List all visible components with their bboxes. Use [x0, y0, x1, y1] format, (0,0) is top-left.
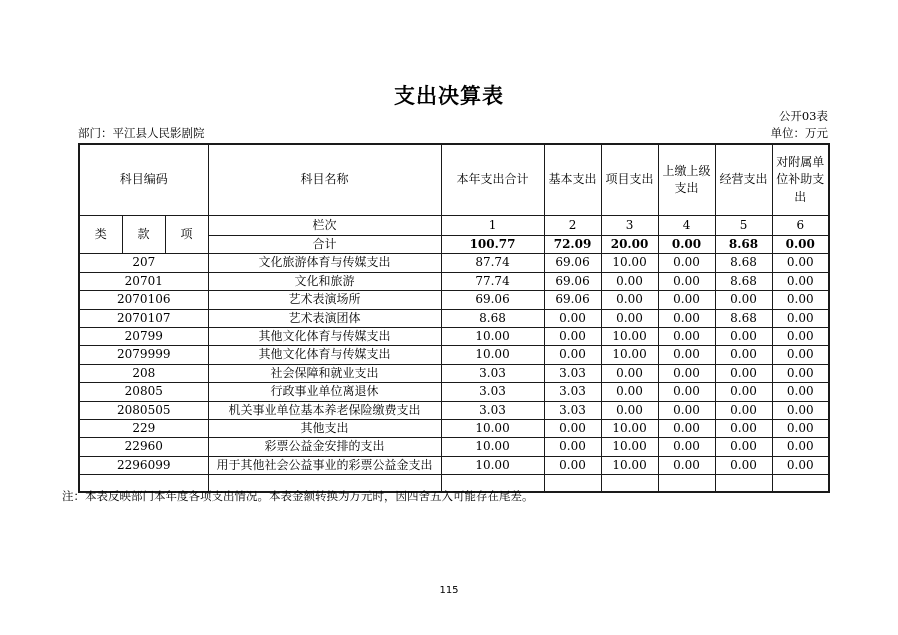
column-number-cell: 2: [544, 216, 601, 236]
subject-name-cell: 其他文化体育与传媒支出: [208, 327, 441, 345]
value-cell: 0.00: [772, 346, 829, 364]
table-row: [79, 309, 829, 327]
table-row: [79, 438, 829, 456]
value-cell: 0.00: [715, 346, 772, 364]
page-title: 支出决算表: [394, 84, 504, 108]
value-cell: 0.00: [772, 254, 829, 272]
header-subject-code: 科目编码: [79, 144, 208, 216]
department-label: 部门：平江县人民影剧院: [78, 126, 205, 140]
code-col-item: 项: [165, 216, 208, 254]
value-cell: 3.03: [544, 401, 601, 419]
value-cell: 0.00: [544, 327, 601, 345]
footnote: 注：本表反映部门本年度各项支出情况。本表金额转换为万元时，因四舍五入可能存在尾差。: [62, 489, 534, 503]
value-cell: 69.06: [544, 254, 601, 272]
value-cell: 87.74: [441, 254, 544, 272]
expenditure-table: [78, 143, 830, 493]
subject-code-cell: 2070107: [79, 309, 208, 327]
value-cell: 0.00: [544, 346, 601, 364]
value-cell: 0.00: [658, 327, 715, 345]
value-cell: 10.00: [441, 419, 544, 437]
value-cell: 0.00: [544, 438, 601, 456]
subject-code-cell: 208: [79, 364, 208, 382]
header-amount-col: 上缴上级支出: [658, 144, 715, 216]
value-cell: 0.00: [658, 438, 715, 456]
subject-name-cell: 艺术表演场所: [208, 291, 441, 309]
subject-name-cell: 用于其他社会公益事业的彩票公益金支出: [208, 456, 441, 474]
value-cell: 3.03: [441, 364, 544, 382]
value-cell: 69.06: [544, 272, 601, 290]
value-cell: 0.00: [772, 401, 829, 419]
value-cell: 10.00: [601, 327, 658, 345]
subject-code-cell: 207: [79, 254, 208, 272]
table-row: [79, 401, 829, 419]
total-value-cell: 72.09: [544, 236, 601, 254]
column-number-cell: 3: [601, 216, 658, 236]
doc-label: 公开03表: [778, 109, 828, 123]
subject-code-cell: 20799: [79, 327, 208, 345]
table-header: [79, 144, 829, 254]
value-cell: 0.00: [772, 364, 829, 382]
value-cell: 3.03: [544, 364, 601, 382]
value-cell: 8.68: [715, 254, 772, 272]
subject-name-cell: 社会保障和就业支出: [208, 364, 441, 382]
value-cell: 10.00: [601, 254, 658, 272]
value-cell: 0.00: [658, 346, 715, 364]
table-row: [79, 327, 829, 345]
value-cell: 0.00: [772, 419, 829, 437]
value-cell: 0.00: [658, 383, 715, 401]
value-cell: [772, 475, 829, 493]
header-subject-name: 科目名称: [208, 144, 441, 216]
value-cell: 0.00: [772, 383, 829, 401]
value-cell: 3.03: [544, 383, 601, 401]
value-cell: 0.00: [601, 401, 658, 419]
value-cell: 0.00: [544, 419, 601, 437]
table-header-row: [79, 144, 829, 216]
value-cell: 0.00: [715, 401, 772, 419]
table-row: [79, 272, 829, 290]
subject-code-cell: 229: [79, 419, 208, 437]
header-amount-col: 经营支出: [715, 144, 772, 216]
table-row: [79, 346, 829, 364]
value-cell: 0.00: [715, 419, 772, 437]
value-cell: 0.00: [544, 456, 601, 474]
table-row: [79, 456, 829, 474]
value-cell: 0.00: [601, 272, 658, 290]
header-amount-col: 基本支出: [544, 144, 601, 216]
value-cell: 0.00: [772, 291, 829, 309]
value-cell: 0.00: [658, 254, 715, 272]
value-cell: 8.68: [441, 309, 544, 327]
value-cell: 0.00: [772, 456, 829, 474]
value-cell: [601, 475, 658, 493]
value-cell: 3.03: [441, 383, 544, 401]
lanci-row: [79, 216, 829, 236]
column-number-cell: 1: [441, 216, 544, 236]
header-amount-col: 本年支出合计: [441, 144, 544, 216]
value-cell: 77.74: [441, 272, 544, 290]
value-cell: 10.00: [601, 456, 658, 474]
value-cell: 10.00: [441, 456, 544, 474]
subject-name-cell: 文化旅游体育与传媒支出: [208, 254, 441, 272]
value-cell: 0.00: [772, 327, 829, 345]
table-row: [79, 291, 829, 309]
value-cell: 3.03: [441, 401, 544, 419]
subject-code-cell: 2079999: [79, 346, 208, 364]
table-row: [79, 383, 829, 401]
value-cell: 0.00: [715, 291, 772, 309]
value-cell: 0.00: [658, 456, 715, 474]
value-cell: 0.00: [715, 327, 772, 345]
subject-code-cell: 22960: [79, 438, 208, 456]
total-value-cell: 8.68: [715, 236, 772, 254]
value-cell: 0.00: [658, 364, 715, 382]
subject-name-cell: 其他文化体育与传媒支出: [208, 346, 441, 364]
header-amount-col: 对附属单位补助支出: [772, 144, 829, 216]
value-cell: 10.00: [601, 419, 658, 437]
value-cell: 69.06: [544, 291, 601, 309]
subject-name-cell: 其他支出: [208, 419, 441, 437]
value-cell: 10.00: [601, 438, 658, 456]
total-value-cell: 20.00: [601, 236, 658, 254]
value-cell: 0.00: [772, 438, 829, 456]
value-cell: [544, 475, 601, 493]
value-cell: 10.00: [601, 346, 658, 364]
code-col-class: 类: [79, 216, 122, 254]
total-value-cell: 100.77: [441, 236, 544, 254]
value-cell: 0.00: [658, 309, 715, 327]
table-row: [79, 364, 829, 382]
subject-code-cell: 20701: [79, 272, 208, 290]
value-cell: 10.00: [441, 327, 544, 345]
value-cell: 0.00: [715, 456, 772, 474]
value-cell: 8.68: [715, 272, 772, 290]
value-cell: 0.00: [601, 309, 658, 327]
value-cell: 0.00: [544, 309, 601, 327]
subject-name-cell: 文化和旅游: [208, 272, 441, 290]
header-amount-col: 项目支出: [601, 144, 658, 216]
value-cell: 10.00: [441, 438, 544, 456]
lanci-label: 栏次: [208, 216, 441, 236]
table-body: [79, 254, 829, 492]
value-cell: 0.00: [601, 364, 658, 382]
subject-code-cell: 20805: [79, 383, 208, 401]
value-cell: 0.00: [658, 401, 715, 419]
total-value-cell: 0.00: [772, 236, 829, 254]
subject-name-cell: 行政事业单位离退休: [208, 383, 441, 401]
subject-code-cell: 2080505: [79, 401, 208, 419]
value-cell: 69.06: [441, 291, 544, 309]
total-value-cell: 0.00: [658, 236, 715, 254]
subject-code-cell: 2296099: [79, 456, 208, 474]
value-cell: 0.00: [658, 291, 715, 309]
column-number-cell: 5: [715, 216, 772, 236]
page-number: 115: [439, 585, 459, 596]
total-label: 合计: [208, 236, 441, 254]
value-cell: 0.00: [715, 364, 772, 382]
value-cell: 0.00: [601, 291, 658, 309]
subject-code-cell: 2070106: [79, 291, 208, 309]
subject-name-cell: 艺术表演团体: [208, 309, 441, 327]
value-cell: [658, 475, 715, 493]
unit-label: 单位：万元: [770, 126, 828, 140]
value-cell: 0.00: [658, 419, 715, 437]
value-cell: 0.00: [658, 272, 715, 290]
value-cell: 8.68: [715, 309, 772, 327]
code-col-section: 款: [122, 216, 165, 254]
table-row: [79, 254, 829, 272]
subject-name-cell: 彩票公益金安排的支出: [208, 438, 441, 456]
value-cell: 0.00: [601, 383, 658, 401]
column-number-cell: 4: [658, 216, 715, 236]
column-number-cell: 6: [772, 216, 829, 236]
value-cell: [715, 475, 772, 493]
value-cell: 10.00: [441, 346, 544, 364]
value-cell: 0.00: [715, 438, 772, 456]
subject-name-cell: 机关事业单位基本养老保险缴费支出: [208, 401, 441, 419]
table-row: [79, 419, 829, 437]
value-cell: 0.00: [772, 309, 829, 327]
value-cell: 0.00: [715, 383, 772, 401]
value-cell: 0.00: [772, 272, 829, 290]
